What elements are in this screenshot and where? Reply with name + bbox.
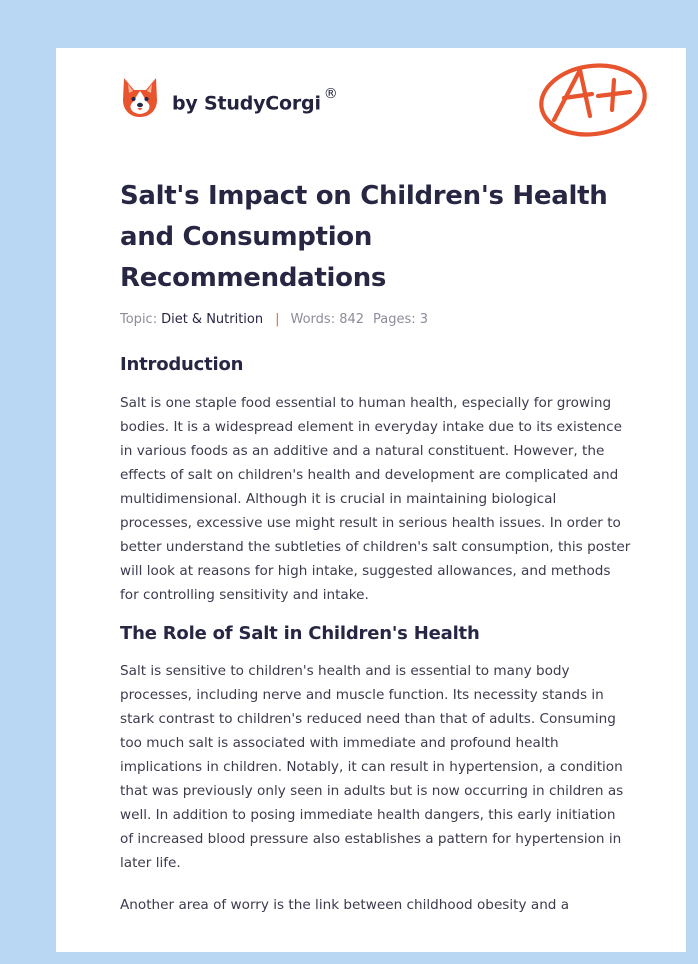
page-header <box>56 48 686 178</box>
section-heading-introduction: Introduction <box>120 354 244 375</box>
document-content <box>120 176 632 917</box>
document-title: Salt's Impact on Children's Health and Consumption Recommendations <box>120 181 608 293</box>
trademark-symbol: ® <box>323 85 338 102</box>
page-count: Pages: 3 <box>373 312 429 327</box>
topic-link[interactable]: Diet & Nutrition <box>161 312 264 327</box>
role-of-salt-paragraph: Salt is sensitive to children's health and is essential to many body processes, including nerve and muscle function. Its necessity stands in stark contrast to children's reduced need than that of adults. Consuming too much salt is associated with immediate and profound health implications in children. Notably, it can result in hypertension, a condition that was previously only seen in adults but is now occurring in children as well. In addition to posing immediate health dangers, this early initiation of increased blood pressure also establishes a pattern for hypertension in later life. <box>120 663 624 871</box>
document-page <box>56 48 686 952</box>
role-of-salt-paragraph-continued: Another area of worry is the link between childhood obesity and a <box>120 897 570 913</box>
introduction-paragraph: Salt is one staple food essential to human health, especially for growing bodies. It is a widespread element in everyday intake due to its existence in various foods as an additive and a natural constituent. However, the effects of salt on children's health and development are complicated and multidimensional. Although it is crucial in maintaining biological processes, excessive use might result in serious health issues. In order to better understand the subtleties of children's salt consumption, this poster will look at reasons for high intake, suggested allowances, and methods for controlling sensitivity and intake. <box>120 395 631 603</box>
brand-name: by StudyCorgi ® <box>172 85 338 115</box>
document-meta <box>120 312 632 327</box>
studycorgi-logo[interactable] <box>120 76 338 120</box>
topic-label: Topic: <box>120 312 158 327</box>
corgi-icon <box>120 76 160 120</box>
section-heading-role-of-salt: The Role of Salt in Children's Health <box>120 623 480 644</box>
word-count: Words: 842 <box>290 312 365 327</box>
a-plus-grade-icon <box>536 58 652 140</box>
meta-separator: | <box>275 312 280 327</box>
